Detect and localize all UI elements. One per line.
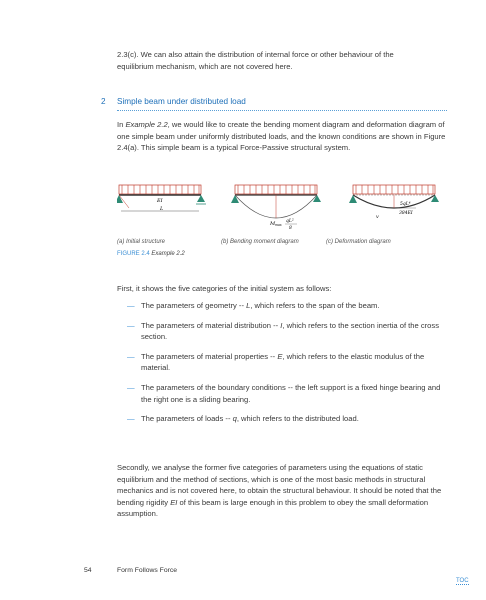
example-paragraph bbox=[117, 119, 447, 154]
label-m-den: 8 bbox=[289, 226, 292, 231]
toc-link[interactable]: TOC bbox=[456, 578, 469, 584]
label-m: M bbox=[270, 221, 276, 227]
label-v: v bbox=[376, 215, 379, 220]
figure-panel-a bbox=[117, 185, 206, 212]
categories-intro: First, it shows the five categories of the initial system as follows: bbox=[117, 284, 332, 293]
figure-2-4 bbox=[117, 178, 447, 238]
label-v-num: 5qL⁴ bbox=[400, 202, 411, 207]
figure-panel-b bbox=[231, 185, 321, 231]
book-title: Form Follows Force bbox=[117, 567, 178, 574]
intro-line-1: 2.3(c). We can also attain the distribution of internal force or other behaviour of the bbox=[117, 50, 394, 59]
dash-marker: — bbox=[127, 414, 135, 424]
dash-marker: — bbox=[127, 320, 135, 330]
intro-paragraph bbox=[117, 49, 447, 72]
figure-panel-c bbox=[349, 185, 439, 220]
label-m-num: qL² bbox=[286, 219, 294, 224]
list-item: — The parameters of loads -- q, which refers to the distributed load. bbox=[127, 414, 359, 424]
dash-marker: — bbox=[127, 351, 135, 361]
dash-marker: — bbox=[127, 382, 135, 392]
section-number: 2 bbox=[101, 97, 106, 106]
list-item: — The parameters of material distribution -- I, which refers to the section inertia of the cross section. bbox=[127, 320, 439, 342]
example-reference: Example 2.2 bbox=[125, 120, 168, 129]
parameter-list bbox=[117, 300, 447, 433]
label-l: L bbox=[160, 206, 164, 212]
analysis-paragraph: Secondly, we analyse the former five categories of parameters using the equations of static equilibrium and the method of sections, which is one of the most basic methods in structural mechanics and is not covered here, to obtain the structural behaviour. It should be noted that the bending rigidity EI of this beam is large enough in this problem to obey the small deformation assumption. bbox=[117, 463, 442, 519]
section-divider bbox=[117, 110, 447, 111]
list-item: — The parameters of the boundary conditions -- the left support is a fixed hinge bearing and the right one is a sliding bearing. bbox=[127, 382, 441, 404]
section-title: Simple beam under distributed load bbox=[117, 97, 246, 106]
para1-pre: In bbox=[117, 120, 126, 129]
list-item: — The parameters of material properties -- E, which refers to the elastic modulus of the material. bbox=[127, 351, 425, 373]
list-item: — The parameters of geometry -- L, which refers to the span of the beam. bbox=[127, 301, 380, 310]
figure-number: FIGURE 2.4 bbox=[117, 251, 150, 257]
dash-marker: — bbox=[127, 301, 135, 310]
fixed-hinge-support-icon bbox=[231, 195, 239, 203]
figure-caption bbox=[117, 251, 185, 257]
caption-c: (c) Deformation diagram bbox=[326, 239, 391, 245]
caption-b: (b) Bending moment diagram bbox=[221, 239, 299, 245]
para1-post: , we would like to create the bending moment diagram and deformation diagram of one simple beam under uniformly distributed loads, and the known conditions are shown in Figure 2.4(a). This simple beam is a typical Force-Passive structural system. bbox=[117, 120, 446, 153]
label-v-den: 384EI bbox=[399, 211, 413, 216]
intro-line-2: equilibrium mechanism, which are not covered here. bbox=[117, 61, 293, 71]
sliding-support-icon bbox=[197, 195, 205, 202]
label-m-sub: max bbox=[275, 223, 282, 227]
load-arrows bbox=[122, 185, 199, 194]
label-ei: EI bbox=[157, 198, 163, 204]
caption-a: (a) Initial structure bbox=[117, 239, 166, 245]
distributed-load-block bbox=[119, 185, 201, 194]
figure-title: Example 2.2 bbox=[151, 251, 185, 257]
page-number: 54 bbox=[84, 567, 92, 574]
